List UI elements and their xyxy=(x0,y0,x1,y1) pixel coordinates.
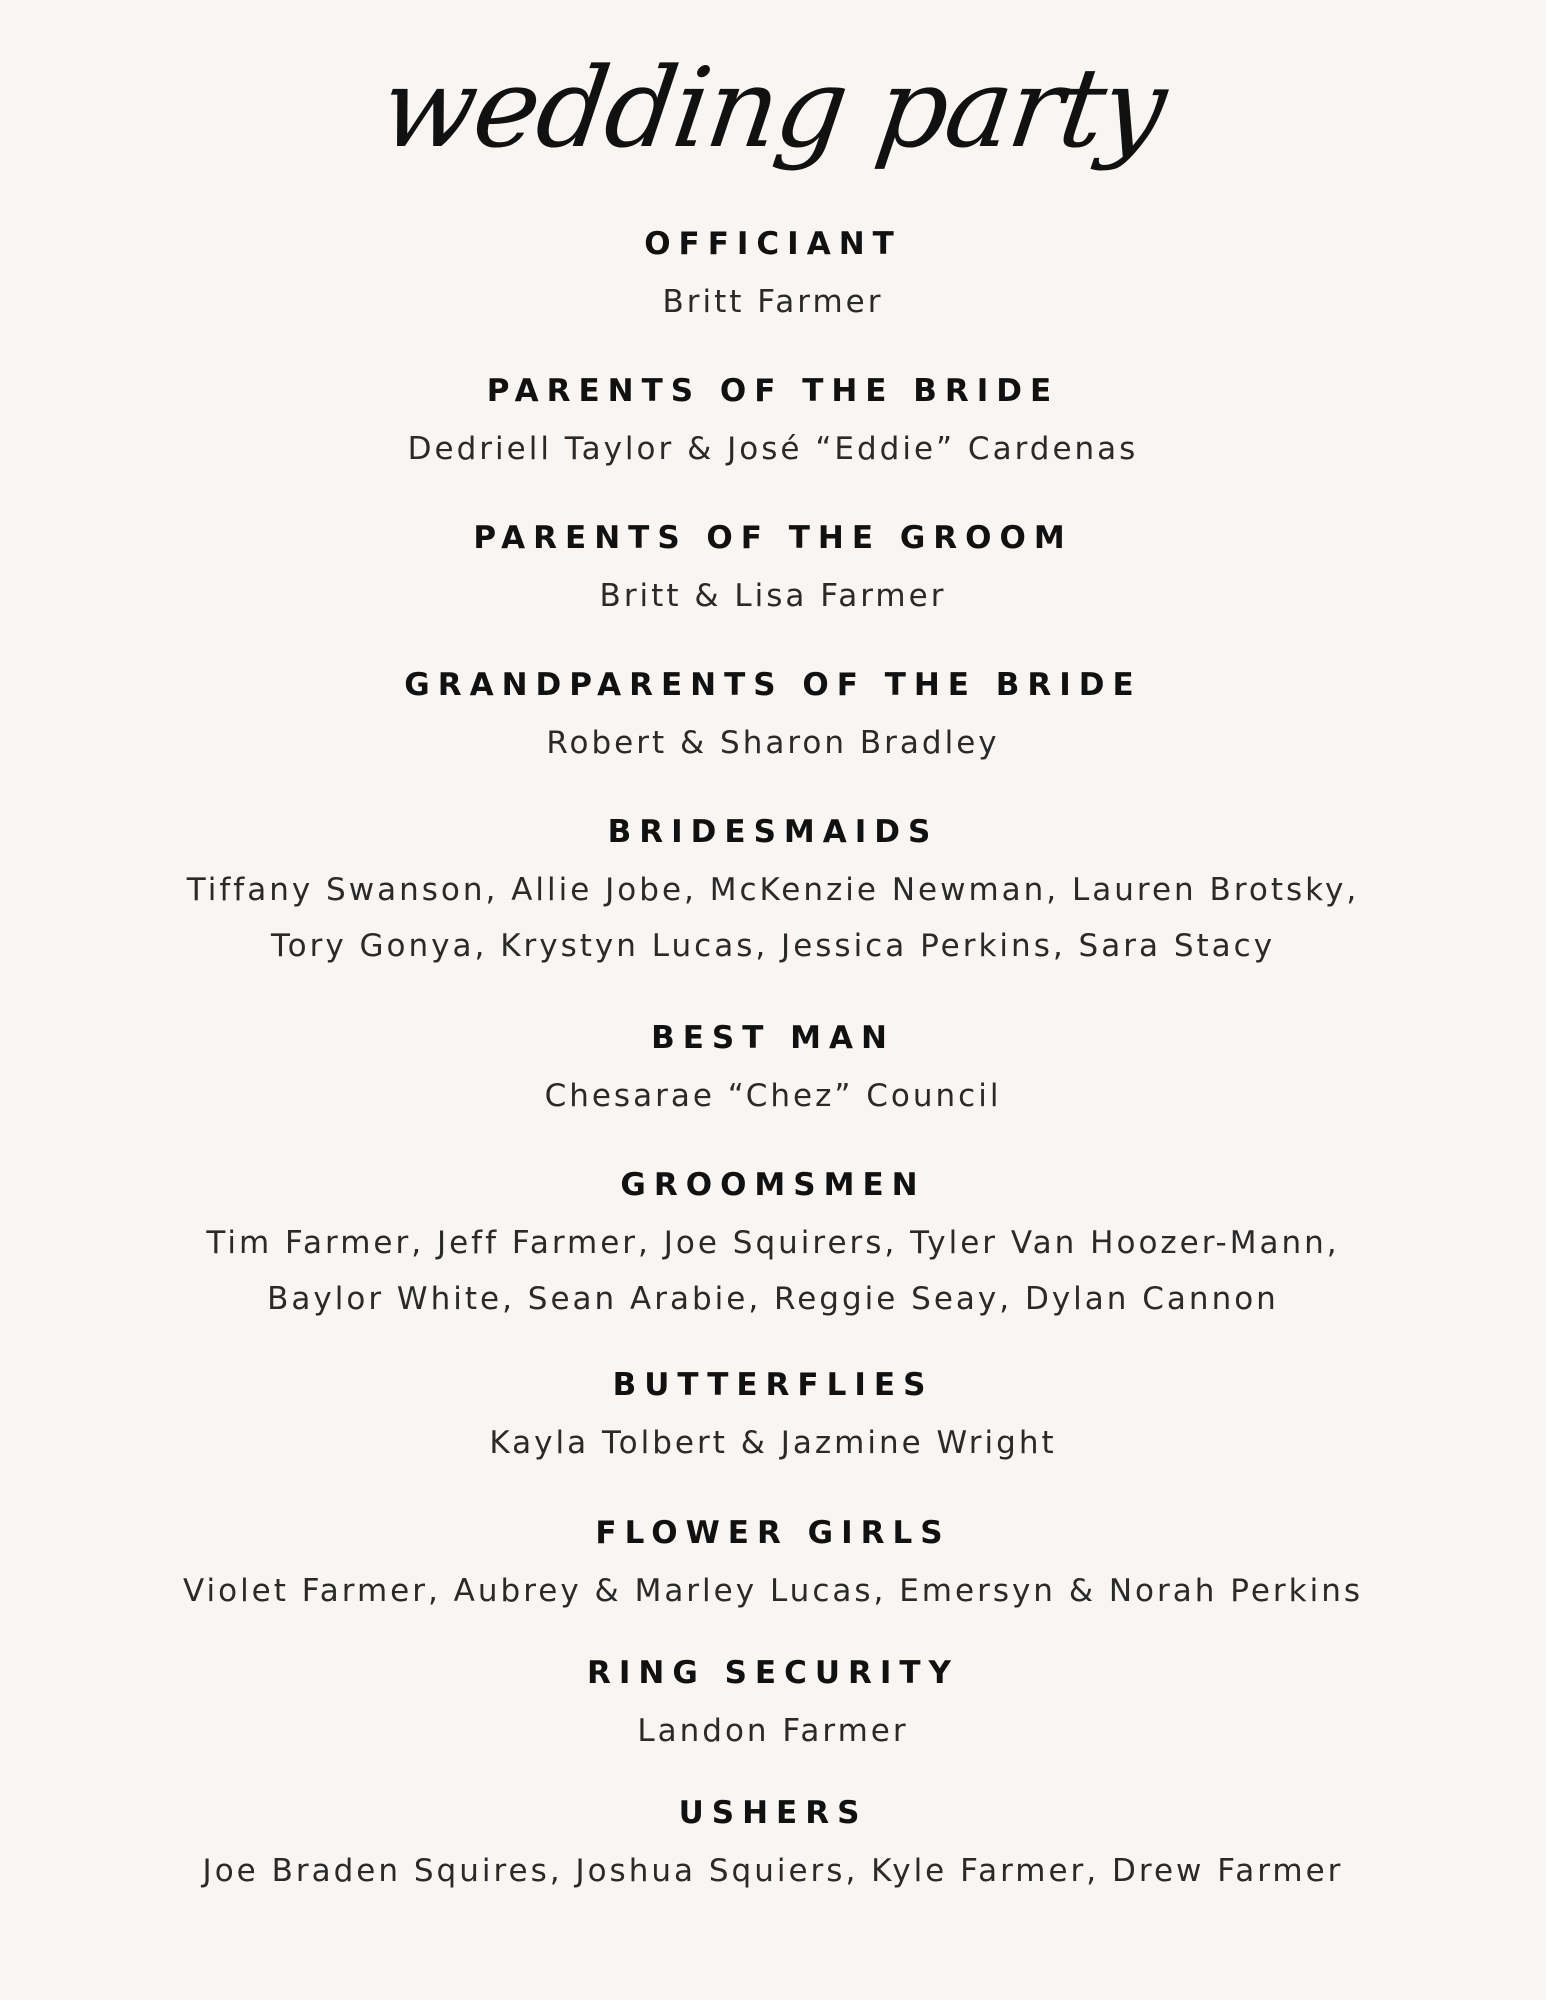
section-parents-of-the-groom xyxy=(0,516,1546,624)
section-heading: BEST MAN xyxy=(651,1020,895,1056)
section-names: Chesarae “Chez” Council xyxy=(544,1078,1002,1114)
section-names: Dedriell Taylor & José “Eddie” Cardenas xyxy=(407,431,1139,467)
section-heading: GRANDPARENTS OF THE BRIDE xyxy=(404,667,1142,703)
section-flower-girls xyxy=(0,1511,1546,1619)
section-heading: PARENTS OF THE GROOM xyxy=(473,520,1073,556)
section-grandparents-of-the-bride xyxy=(0,663,1546,771)
section-ring-security xyxy=(0,1651,1546,1759)
section-names: Landon Farmer xyxy=(637,1713,909,1749)
section-names: Joe Braden Squires, Joshua Squiers, Kyle Farmer, Drew Farmer xyxy=(202,1853,1344,1889)
section-heading: BUTTERFLIES xyxy=(612,1367,934,1403)
section-names: Tiffany Swanson, Allie Jobe, McKenzie Newman, Lauren Brotsky, Tory Gonya, Krystyn Lucas, Jessica Perkins, Sara Stacy xyxy=(186,872,1360,964)
section-heading: FLOWER GIRLS xyxy=(595,1515,951,1551)
section-officiant xyxy=(0,222,1546,330)
section-names: Tim Farmer, Jeff Farmer, Joe Squirers, Tyler Van Hoozer-Mann, Baylor White, Sean Arabie, Reggie Seay, Dylan Cannon xyxy=(206,1225,1340,1317)
section-names: Britt & Lisa Farmer xyxy=(599,578,947,614)
page-title: wedding party xyxy=(373,44,1173,172)
section-best-man xyxy=(0,1016,1546,1124)
section-heading: GROOMSMEN xyxy=(620,1167,926,1203)
section-heading: BRIDESMAIDS xyxy=(607,814,939,850)
section-heading: USHERS xyxy=(678,1795,868,1831)
section-names: Kayla Tolbert & Jazmine Wright xyxy=(489,1425,1057,1461)
section-ushers xyxy=(0,1791,1546,1899)
section-names: Robert & Sharon Bradley xyxy=(546,725,1000,761)
section-groomsmen xyxy=(0,1163,1546,1327)
section-heading: RING SECURITY xyxy=(586,1655,959,1691)
section-heading: OFFICIANT xyxy=(644,226,902,262)
section-names: Britt Farmer xyxy=(662,284,884,320)
section-names: Violet Farmer, Aubrey & Marley Lucas, Emersyn & Norah Perkins xyxy=(182,1573,1364,1609)
section-heading: PARENTS OF THE BRIDE xyxy=(486,373,1060,409)
section-bridesmaids xyxy=(0,810,1546,974)
section-butterflies xyxy=(0,1363,1546,1471)
section-parents-of-the-bride xyxy=(0,369,1546,477)
